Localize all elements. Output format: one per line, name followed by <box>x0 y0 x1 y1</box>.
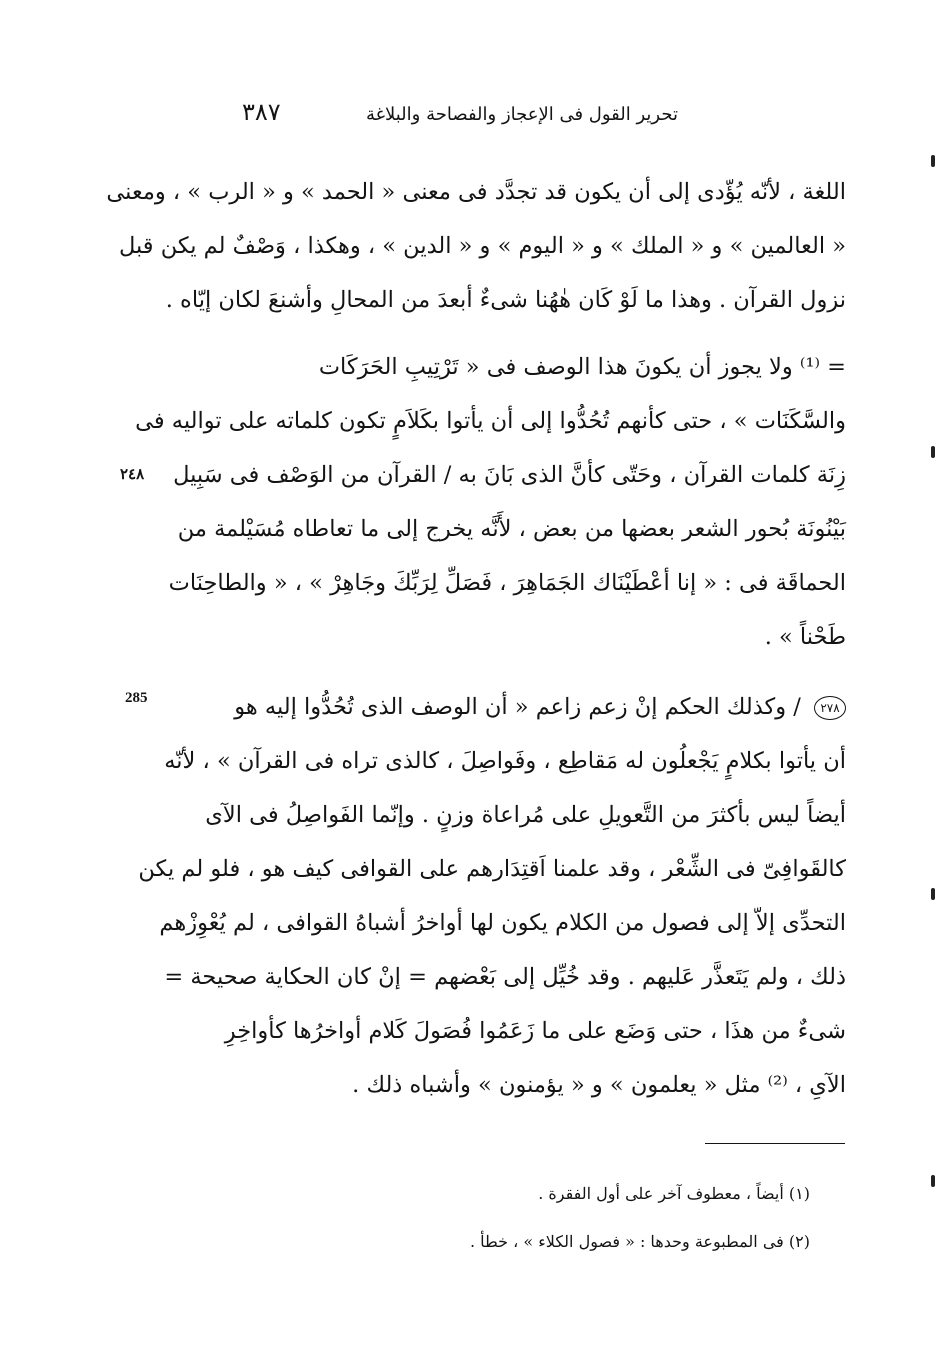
page-number: ٣٨٧ <box>242 98 281 126</box>
text-line: نزول القرآن . وهذا ما لَوْ كَان هٰهُنا شىءٌ أبعدَ من المحالِ وأشنعَ لكان إيّاه . <box>165 287 846 313</box>
margin-reference-arabic: ٢٤٨ <box>120 465 145 483</box>
paragraph-1 <box>106 165 846 327</box>
text-line: كالقَوافِىّ فى الشِّعْر ، وقد علمنا اَقتِدَارهم على القوافى كيف هو ، فلو لم يكن <box>138 856 846 882</box>
section-number-badge: ٢٧٨ <box>814 696 846 720</box>
margin-mark <box>931 155 935 167</box>
text-line: بَيْنُونَة بُحور الشعر بعضها من بعض ، لأَنَّه يخرج إلى ما تعاطاه مُسَيْلمة من <box>177 516 846 542</box>
text-line: = ⁽¹⁾ ولا يجوز أن يكونَ هذا الوصف فى « تَرْتِيبِ الحَرَكَات <box>318 354 846 380</box>
text-line: زِنَة كلمات القرآن ، وحَتّى كأنَّ الذى بَانَ به / القرآن من الوَصْف فى سَبِيل <box>173 462 846 488</box>
text-line: أن يأتوا بكلامٍ يَجْعلُون له مَقاطِع ، وفَواصِلَ ، كالذى تراه فى القرآن » ، لأنّه <box>164 748 846 774</box>
text-line: الحماقَة فى : « إنا أعْطَيْنَاك الجَمَاهِرَ ، فَصَلِّ لِرَبِّكَ وجَاهِرْ » ، « والطاحِنَات <box>168 570 846 596</box>
text-line-content: / وكذلك الحكم إنْ زعم زاعم « أن الوصف الذى تُحُدُّوا إليه هو <box>234 694 808 720</box>
text-line: أيضاً ليس بأكثرَ من التَّعويلِ على مُراعاة وزنٍ . وإنّما الفَواصِلُ فى الآى <box>205 802 846 828</box>
text-line <box>218 680 846 734</box>
text-line: اللغة ، لأنّه يُؤّدى إلى أن يكون قد تجدَّد فى معنى « الحمد » و « الرب » ، ومعنى <box>106 179 846 205</box>
text-line: والسَّكَنَات » ، حتى كأنهم تُحُدُّوا إلى أن يأتوا بكَلاَمٍ تكون كلماته على تواليه فى <box>135 408 846 434</box>
text-line: ذلك ، ولم يَتَعذَّر عَليهم . وقد خُيِّل إلى بَعْضهم = إنْ كان الحكاية صحيحة = <box>164 964 846 990</box>
text-line: التحدِّى إلاّ إلى فصول من الكلام يكون لها أواخرُ أشباهُ القوافى ، لم يُعْوِزْهم <box>159 910 846 936</box>
text-line: الآىِ ، ⁽²⁾ مثل « يعلمون » و « يؤمنون » وأشباه ذلك . <box>352 1072 846 1098</box>
margin-mark <box>931 446 935 458</box>
running-title: تحرير القول فى الإعجاز والفصاحة والبلاغة <box>365 104 678 125</box>
footnote-divider <box>705 1143 845 1144</box>
text-line: طَحْناً » . <box>764 624 846 650</box>
margin-mark <box>931 1175 935 1187</box>
paragraph-2 <box>135 340 846 664</box>
footnote-2: (٢) فى المطبوعة وحدها : « فصول الكلاء » ، خطأ . <box>469 1232 810 1251</box>
margin-reference-latin: 285 <box>125 690 148 706</box>
text-line: « العالمين » و « الملك » و « اليوم » و « الدين » ، وهكذا ، وَصْفٌ لم يكن قبل <box>118 233 846 259</box>
text-line: شىءٌ من هذَا ، حتى وَضَع على ما زَعَمُوا فُصَولَ كَلام أواخرُها كأواخِرِ <box>224 1018 846 1044</box>
footnote-1: (١) أيضاً ، معطوف آخر على أول الفقرة . <box>538 1184 810 1203</box>
margin-mark <box>931 888 935 900</box>
running-header <box>230 98 678 132</box>
paragraph-3 <box>138 680 846 1112</box>
